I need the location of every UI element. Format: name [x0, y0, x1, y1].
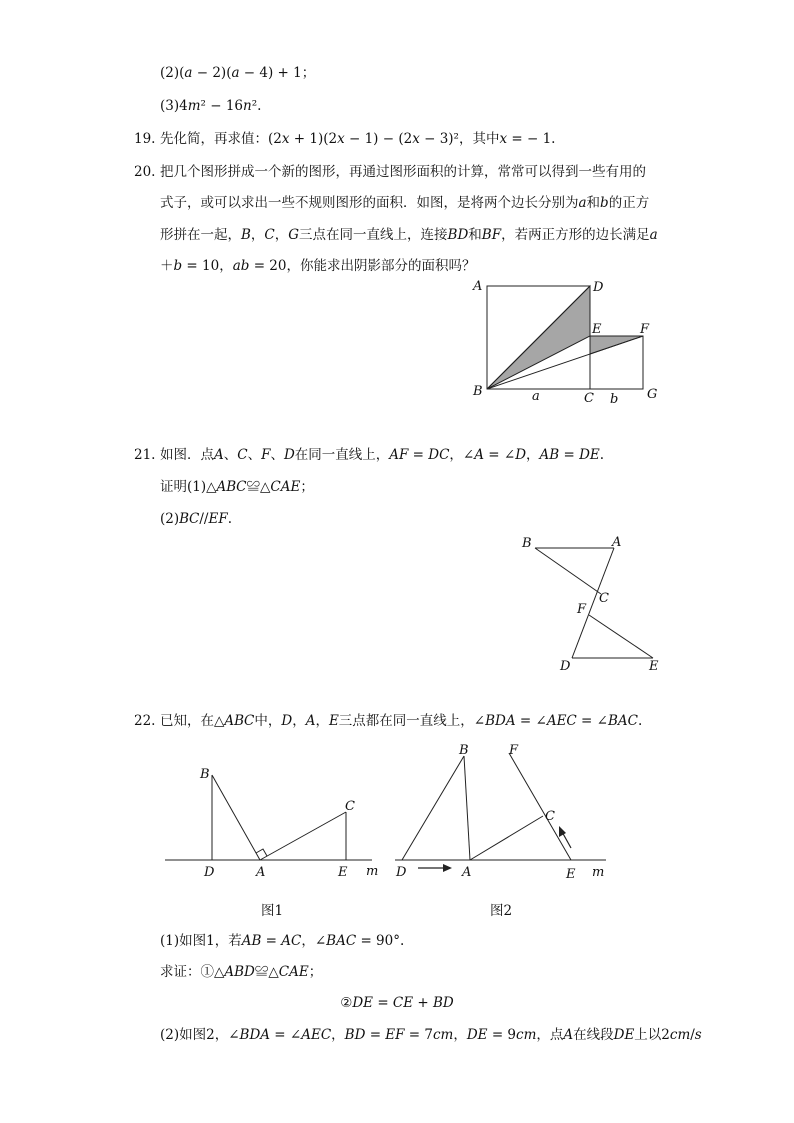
label-m: m — [366, 864, 379, 879]
q20-figure — [470, 278, 670, 408]
label-E: E — [592, 322, 602, 337]
label-E: E — [338, 865, 348, 880]
q21-figure — [510, 530, 670, 675]
segment-ac — [260, 812, 346, 860]
q21-text: 如图．点𝐴、𝐶、𝐹、𝐷在同一直线上，𝐴𝐹 = 𝐷𝐶，∠𝐴 = ∠𝐷，𝐴𝐵 = 𝐷𝐸. — [160, 447, 605, 463]
segment-ba — [212, 775, 260, 860]
q22-figure-2 — [390, 738, 615, 888]
label-C: C — [584, 391, 594, 406]
q22-text: 已知，在△𝐴𝐵𝐶中，𝐷，𝐴，𝐸三点都在同一直线上，∠𝐵𝐷𝐴 = ∠𝐴𝐸𝐶 = ∠𝐵𝐴𝐶. — [160, 713, 643, 729]
label-B: B — [522, 536, 532, 551]
label-A: A — [612, 535, 622, 550]
label-a: a — [532, 389, 540, 404]
arrow-right-head — [443, 864, 452, 872]
fig1-caption: 图1 — [261, 903, 284, 919]
q20-line-4: ＋𝑏 = 10，𝑎𝑏 = 20，你能求出阴影部分的面积吗？ — [160, 258, 476, 274]
segment-bc — [535, 548, 601, 594]
label-B: B — [459, 743, 469, 758]
q19-number: 19. — [134, 131, 156, 147]
q21-proof-2: (2)𝐵𝐶//𝐸𝐹. — [160, 511, 232, 527]
label-B: B — [200, 767, 210, 782]
q22-prove: 求证：①△𝐴𝐵𝐷≌△𝐶𝐴𝐸； — [160, 964, 323, 980]
q22-part2: (2)如图2，∠𝐵𝐷𝐴 = ∠𝐴𝐸𝐶，𝐵𝐷 = 𝐸𝐹 = 7𝑐𝑚，𝐷𝐸 = 9𝑐𝑚，点𝐴在线段𝐷𝐸上以2𝑐𝑚/𝑠 — [160, 1027, 702, 1043]
segment-ac — [470, 816, 543, 860]
label-B: B — [473, 384, 483, 399]
label-C: C — [599, 591, 609, 606]
label-D: D — [593, 280, 604, 295]
q22-number: 22. — [134, 713, 156, 729]
label-E: E — [649, 659, 659, 674]
label-D: D — [204, 865, 215, 880]
q20-line-3: 形拼在一起，𝐵，𝐶，𝐺三点在同一直线上，连接𝐵𝐷和𝐵𝐹，若两正方形的边长满足𝑎 — [160, 227, 658, 243]
label-F: F — [509, 743, 519, 758]
label-A: A — [473, 279, 483, 294]
segment-fe — [589, 615, 653, 658]
label-F: F — [640, 322, 650, 337]
label-m: m — [592, 865, 605, 880]
label-C: C — [345, 799, 355, 814]
label-A: A — [462, 865, 472, 880]
label-E: E — [566, 867, 576, 882]
label-D: D — [560, 659, 571, 674]
q20-number: 20. — [134, 164, 156, 180]
q20-line-2: 式子，或可以求出一些不规则图形的面积．如图，是将两个边长分别为𝑎和𝑏的正方 — [160, 195, 650, 211]
q21-proof-1: 证明(1)△𝐴𝐵𝐶≌△𝐶𝐴𝐸； — [160, 479, 314, 495]
arrow-up-head — [559, 826, 566, 837]
label-b: b — [610, 392, 619, 407]
fig2-caption: 图2 — [490, 903, 513, 919]
q22-part1: (1)如图1，若𝐴𝐵 = 𝐴𝐶，∠𝐵𝐴𝐶 = 90°. — [160, 933, 405, 949]
q22-prove-2: ②𝐷𝐸 = 𝐶𝐸 + 𝐵𝐷 — [340, 995, 454, 1011]
segment-fe — [509, 753, 571, 860]
q22-figure-1 — [160, 760, 380, 885]
label-F: F — [577, 602, 587, 617]
label-A: A — [256, 865, 266, 880]
label-G: G — [647, 387, 658, 402]
label-D: D — [396, 865, 407, 880]
segment-db — [402, 756, 464, 860]
q20-line-1: 把几个图形拼成一个新的图形，再通过图形面积的计算，常常可以得到一些有用的 — [160, 164, 646, 180]
segment-ba — [464, 756, 470, 860]
q18-part2: (2)(𝑎 − 2)(𝑎 − 4) + 1； — [160, 65, 316, 81]
q21-number: 21. — [134, 447, 156, 463]
label-C: C — [545, 809, 555, 824]
q19-text: 先化简，再求值：(2𝑥 + 1)(2𝑥 − 1) − (2𝑥 − 3)²，其中𝑥 = − 1. — [160, 131, 556, 147]
q18-part3: (3)4𝑚² − 16𝑛². — [160, 98, 262, 114]
